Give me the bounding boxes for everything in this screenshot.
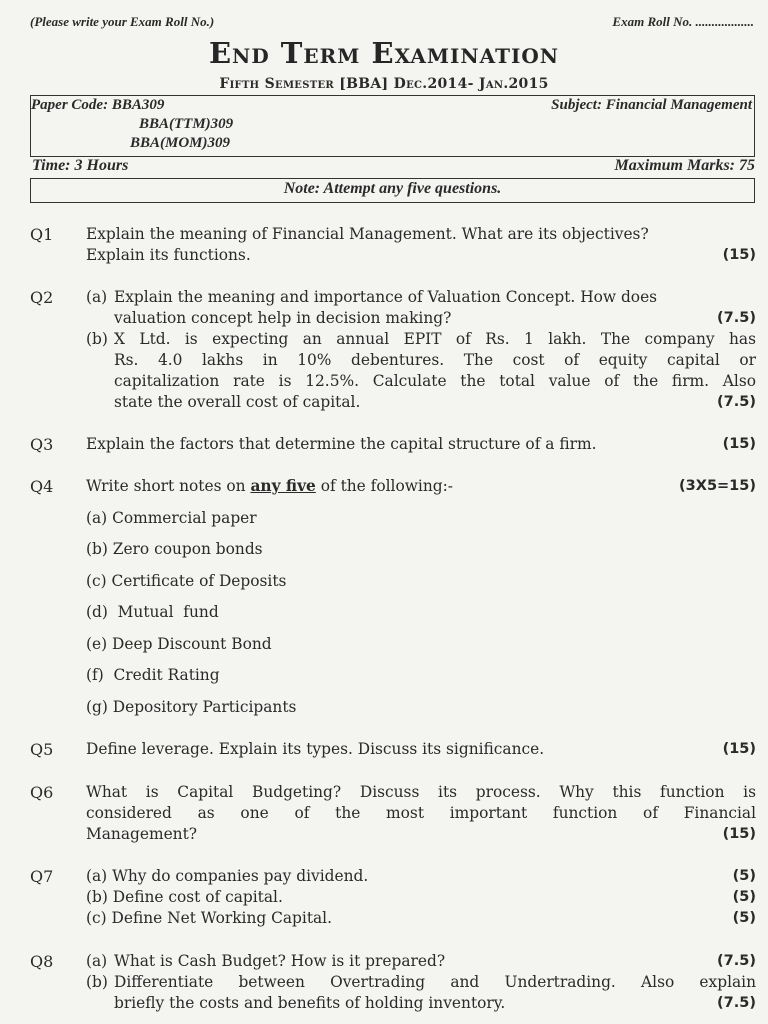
- list-item: (g) Depository Participants: [86, 697, 297, 716]
- question-text-line: [114, 951, 756, 972]
- sub-question-b: [86, 329, 756, 413]
- question-text-line: [114, 392, 756, 413]
- roll-instruction: (Please write your Exam Roll No.): [30, 14, 215, 29]
- marks: (5): [732, 910, 756, 926]
- question-text: Explain the factors that determine the capital structure of a firm.: [86, 435, 597, 453]
- question-text: Rs. 4.0 lakhs in 10% debentures. The cost of equity capital or: [114, 351, 756, 369]
- question-number: Q8: [30, 952, 54, 971]
- question-text: Differentiate between Overtrading and Undertrading. Also explain: [114, 973, 756, 991]
- marks: (15): [722, 436, 756, 452]
- question-text: Explain the meaning and importance of Valuation Concept. How does: [114, 288, 658, 306]
- question-text: Define leverage. Explain its types. Discuss its significance.: [86, 740, 545, 758]
- question-text-line: [86, 476, 756, 508]
- list-item: (e) Deep Discount Bond: [86, 634, 272, 653]
- question-text: state the overall cost of capital.: [114, 393, 361, 411]
- question-number: Q2: [30, 288, 54, 307]
- marks: (7.5): [717, 310, 756, 326]
- time-allowed: Time: 3 Hours: [32, 157, 129, 174]
- question-text: (b) Define cost of capital.: [86, 888, 283, 906]
- question-text: Management?: [86, 825, 198, 843]
- marks: (15): [722, 741, 756, 757]
- marks: (7.5): [717, 995, 756, 1011]
- marks: (3X5=15): [679, 478, 756, 494]
- list-item: (a) Commercial paper: [86, 508, 257, 527]
- sub-question-a: [86, 951, 756, 972]
- question-text-line: [114, 308, 756, 329]
- list-item: (b) Zero coupon bonds: [86, 540, 263, 558]
- question-text: of the following:-: [315, 477, 453, 495]
- question-text-line: [86, 739, 756, 760]
- question-number: Q1: [30, 225, 54, 244]
- marks: (7.5): [717, 394, 756, 410]
- exam-subtitle: Fifth Semester [BBA] Dec.2014- Jan.2015: [219, 76, 549, 92]
- subject: Subject: Financial Management: [551, 97, 752, 113]
- paper-info-box: [30, 95, 755, 157]
- maximum-marks: Maximum Marks: 75: [614, 157, 755, 174]
- question-text: briefly the costs and benefits of holding inventory.: [114, 994, 506, 1012]
- sub-question-tag: (a): [86, 952, 108, 970]
- question-number: Q4: [30, 477, 54, 496]
- marks: (15): [722, 247, 756, 263]
- question-number: Q7: [30, 867, 54, 886]
- sub-question-c: [86, 908, 756, 929]
- sub-question-a: [86, 866, 756, 887]
- marks: (15): [722, 826, 756, 842]
- marks: (5): [732, 889, 756, 905]
- list-item: (d) Mutual fund: [86, 603, 219, 621]
- list-item: (f) Credit Rating: [86, 666, 220, 684]
- sub-question-b: [86, 972, 756, 1014]
- question-text: (a) Why do companies pay dividend.: [86, 867, 369, 885]
- exam-title: End Term Examination: [208, 36, 560, 70]
- question-text: X Ltd. is expecting an annual EPIT of Rs. 1 lakh. The company has: [114, 330, 756, 348]
- paper-code: Paper Code: BBA309: [31, 97, 165, 113]
- question-text: Explain its functions.: [86, 246, 251, 264]
- question-text: Write short notes on: [86, 477, 251, 495]
- question-text: What is Cash Budget? How is it prepared?: [114, 952, 446, 970]
- question-text: Explain the meaning of Financial Management. What are its objectives?: [86, 225, 649, 243]
- marks: (5): [732, 868, 756, 884]
- question-number: Q6: [30, 783, 54, 802]
- question-number: Q3: [30, 435, 54, 454]
- question-text-line: [114, 993, 756, 1014]
- question-text: (c) Define Net Working Capital.: [86, 909, 333, 927]
- sub-question-tag: (a): [86, 288, 108, 306]
- time-marks-row: [30, 157, 755, 179]
- list-item: (c) Certificate of Deposits: [86, 571, 287, 590]
- question-text: What is Capital Budgeting? Discuss its process. Why this function is: [86, 783, 756, 801]
- sub-question-a: [86, 287, 756, 329]
- question-text-line: [86, 824, 756, 845]
- sub-question-b: [86, 887, 756, 908]
- roll-number-label: Exam Roll No. ..................: [612, 14, 754, 29]
- roll-number-row: [30, 14, 754, 34]
- marks: (7.5): [717, 953, 756, 969]
- question-text: valuation concept help in decision making?: [114, 309, 452, 327]
- emphasis-text: any five: [250, 477, 316, 495]
- paper-code-mom: BBA(MOM)309: [130, 135, 231, 151]
- sub-question-tag: (b): [86, 330, 108, 348]
- question-number: Q5: [30, 740, 54, 759]
- question-text: considered as one of the most important function of Financial: [86, 804, 756, 822]
- question-text-line: [86, 434, 756, 455]
- note: Note: Attempt any five questions.: [30, 179, 755, 203]
- question-text-line: [86, 245, 756, 266]
- paper-code-ttm: BBA(TTM)309: [139, 116, 234, 132]
- question-text: capitalization rate is 12.5%. Calculate the total value of the firm. Also: [114, 372, 756, 390]
- sub-question-tag: (b): [86, 973, 108, 991]
